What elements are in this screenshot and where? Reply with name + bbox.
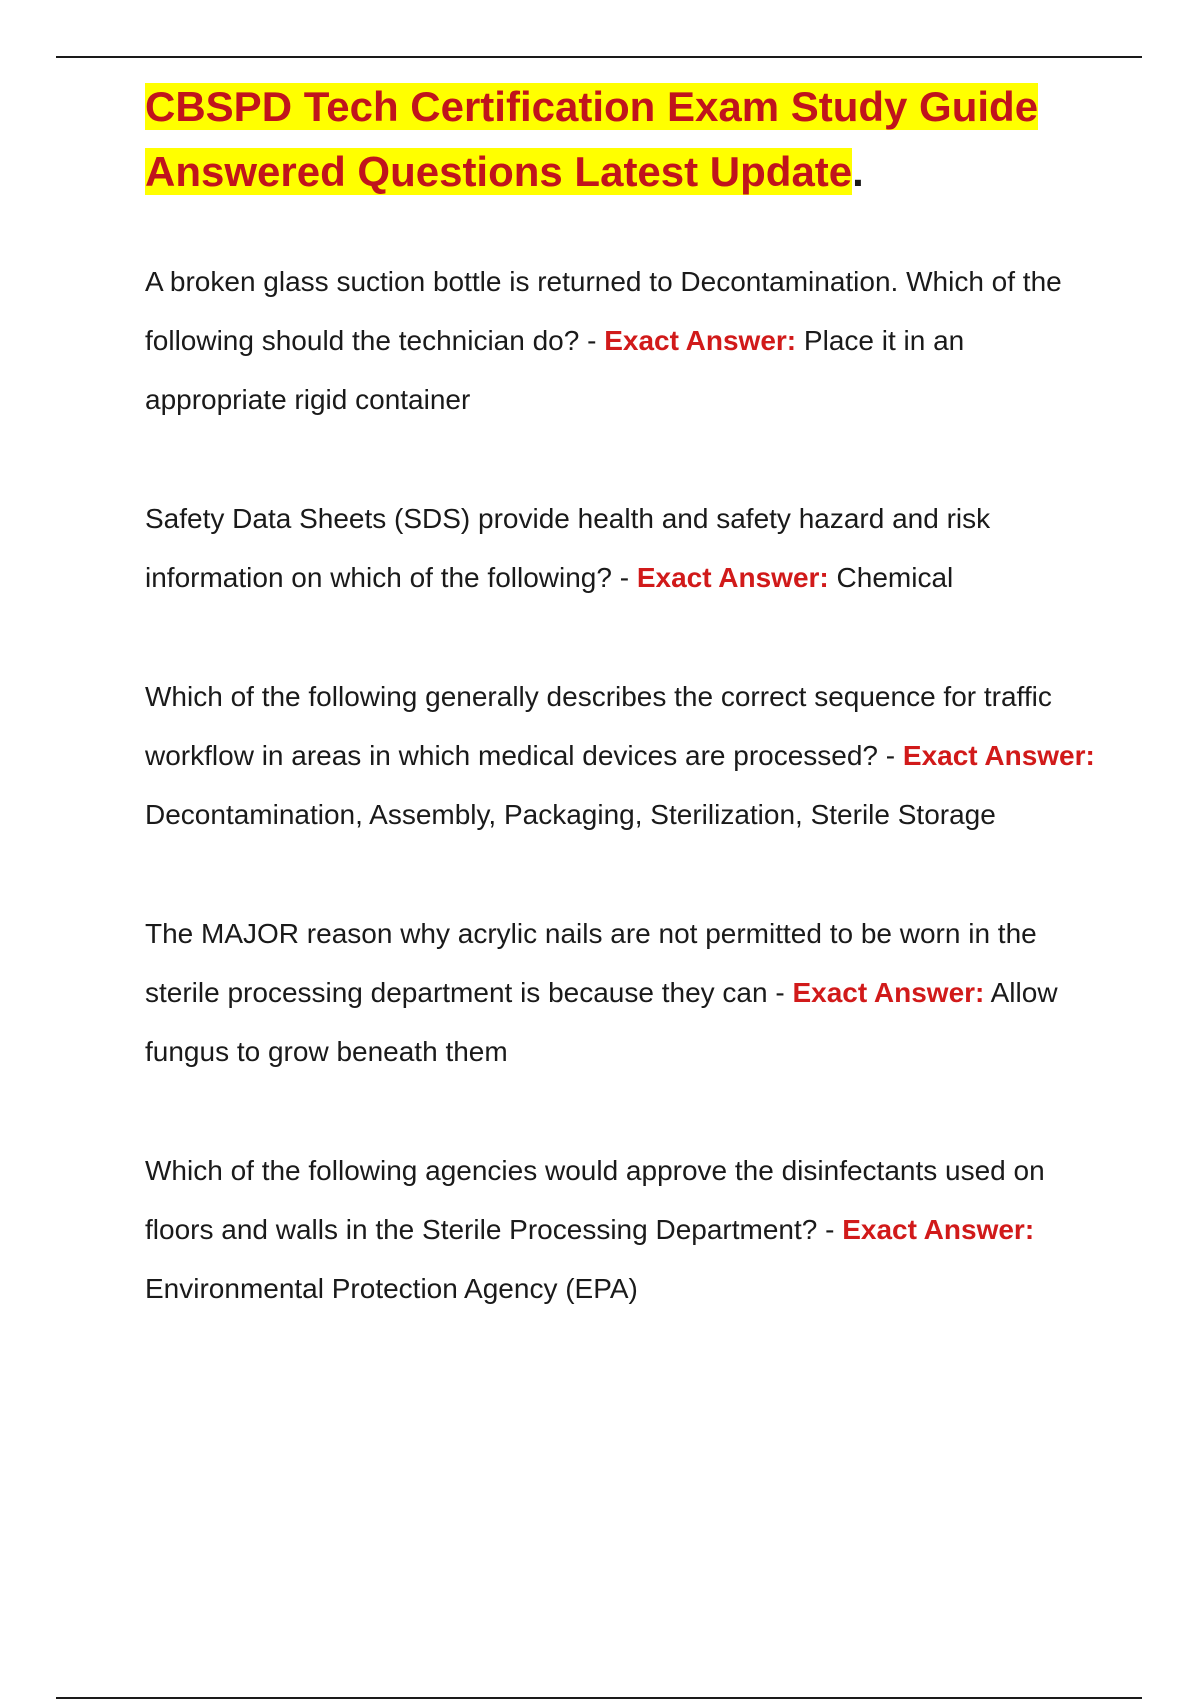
document-title-period: . [852, 148, 864, 195]
question-text: Which of the following agencies would approve the disinfectants used on floors and walls in the Sterile Processing Department? [145, 1155, 1045, 1245]
separator: - [817, 1214, 843, 1245]
answer-label: Exact Answer: [636, 562, 829, 593]
answer-text: Decontamination, Assembly, Packaging, Sterilization, Sterile Storage [145, 799, 996, 830]
bottom-rule [56, 1697, 1142, 1699]
separator: - [611, 562, 637, 593]
document-content [145, 74, 1095, 1318]
separator: - [579, 325, 605, 356]
question-text: Which of the following generally describes the correct sequence for traffic workflow in areas in which medical devices are processed? [145, 681, 1052, 771]
answer-label: Exact Answer: [902, 740, 1095, 771]
document-title-text: CBSPD Tech Certification Exam Study Guide Answered Questions Latest Update [145, 83, 1039, 195]
answer-label: Exact Answer: [792, 977, 985, 1008]
qa-item [145, 667, 1095, 844]
question-text: The MAJOR reason why acrylic nails are not permitted to be worn in the sterile processing department is because they can [145, 918, 1037, 1008]
separator: - [767, 977, 793, 1008]
question-text: Safety Data Sheets (SDS) provide health and safety hazard and risk information on which of the following? [145, 503, 991, 593]
answer-label: Exact Answer: [842, 1214, 1035, 1245]
answer-text: Environmental Protection Agency (EPA) [145, 1273, 638, 1304]
answer-label: Exact Answer: [604, 325, 797, 356]
answer-text: Place it in an appropriate rigid container [145, 325, 965, 415]
qa-item [145, 1141, 1095, 1318]
qa-item [145, 904, 1095, 1081]
question-text: A broken glass suction bottle is returned to Decontamination. Which of the following should the technician do? [145, 266, 1062, 356]
qa-item [145, 489, 1095, 607]
separator: - [878, 740, 903, 771]
document-title [145, 74, 1095, 204]
qa-item [145, 252, 1095, 429]
answer-text: Allow fungus to grow beneath them [145, 977, 1058, 1067]
top-rule [56, 56, 1142, 58]
answer-text: Chemical [836, 562, 954, 593]
